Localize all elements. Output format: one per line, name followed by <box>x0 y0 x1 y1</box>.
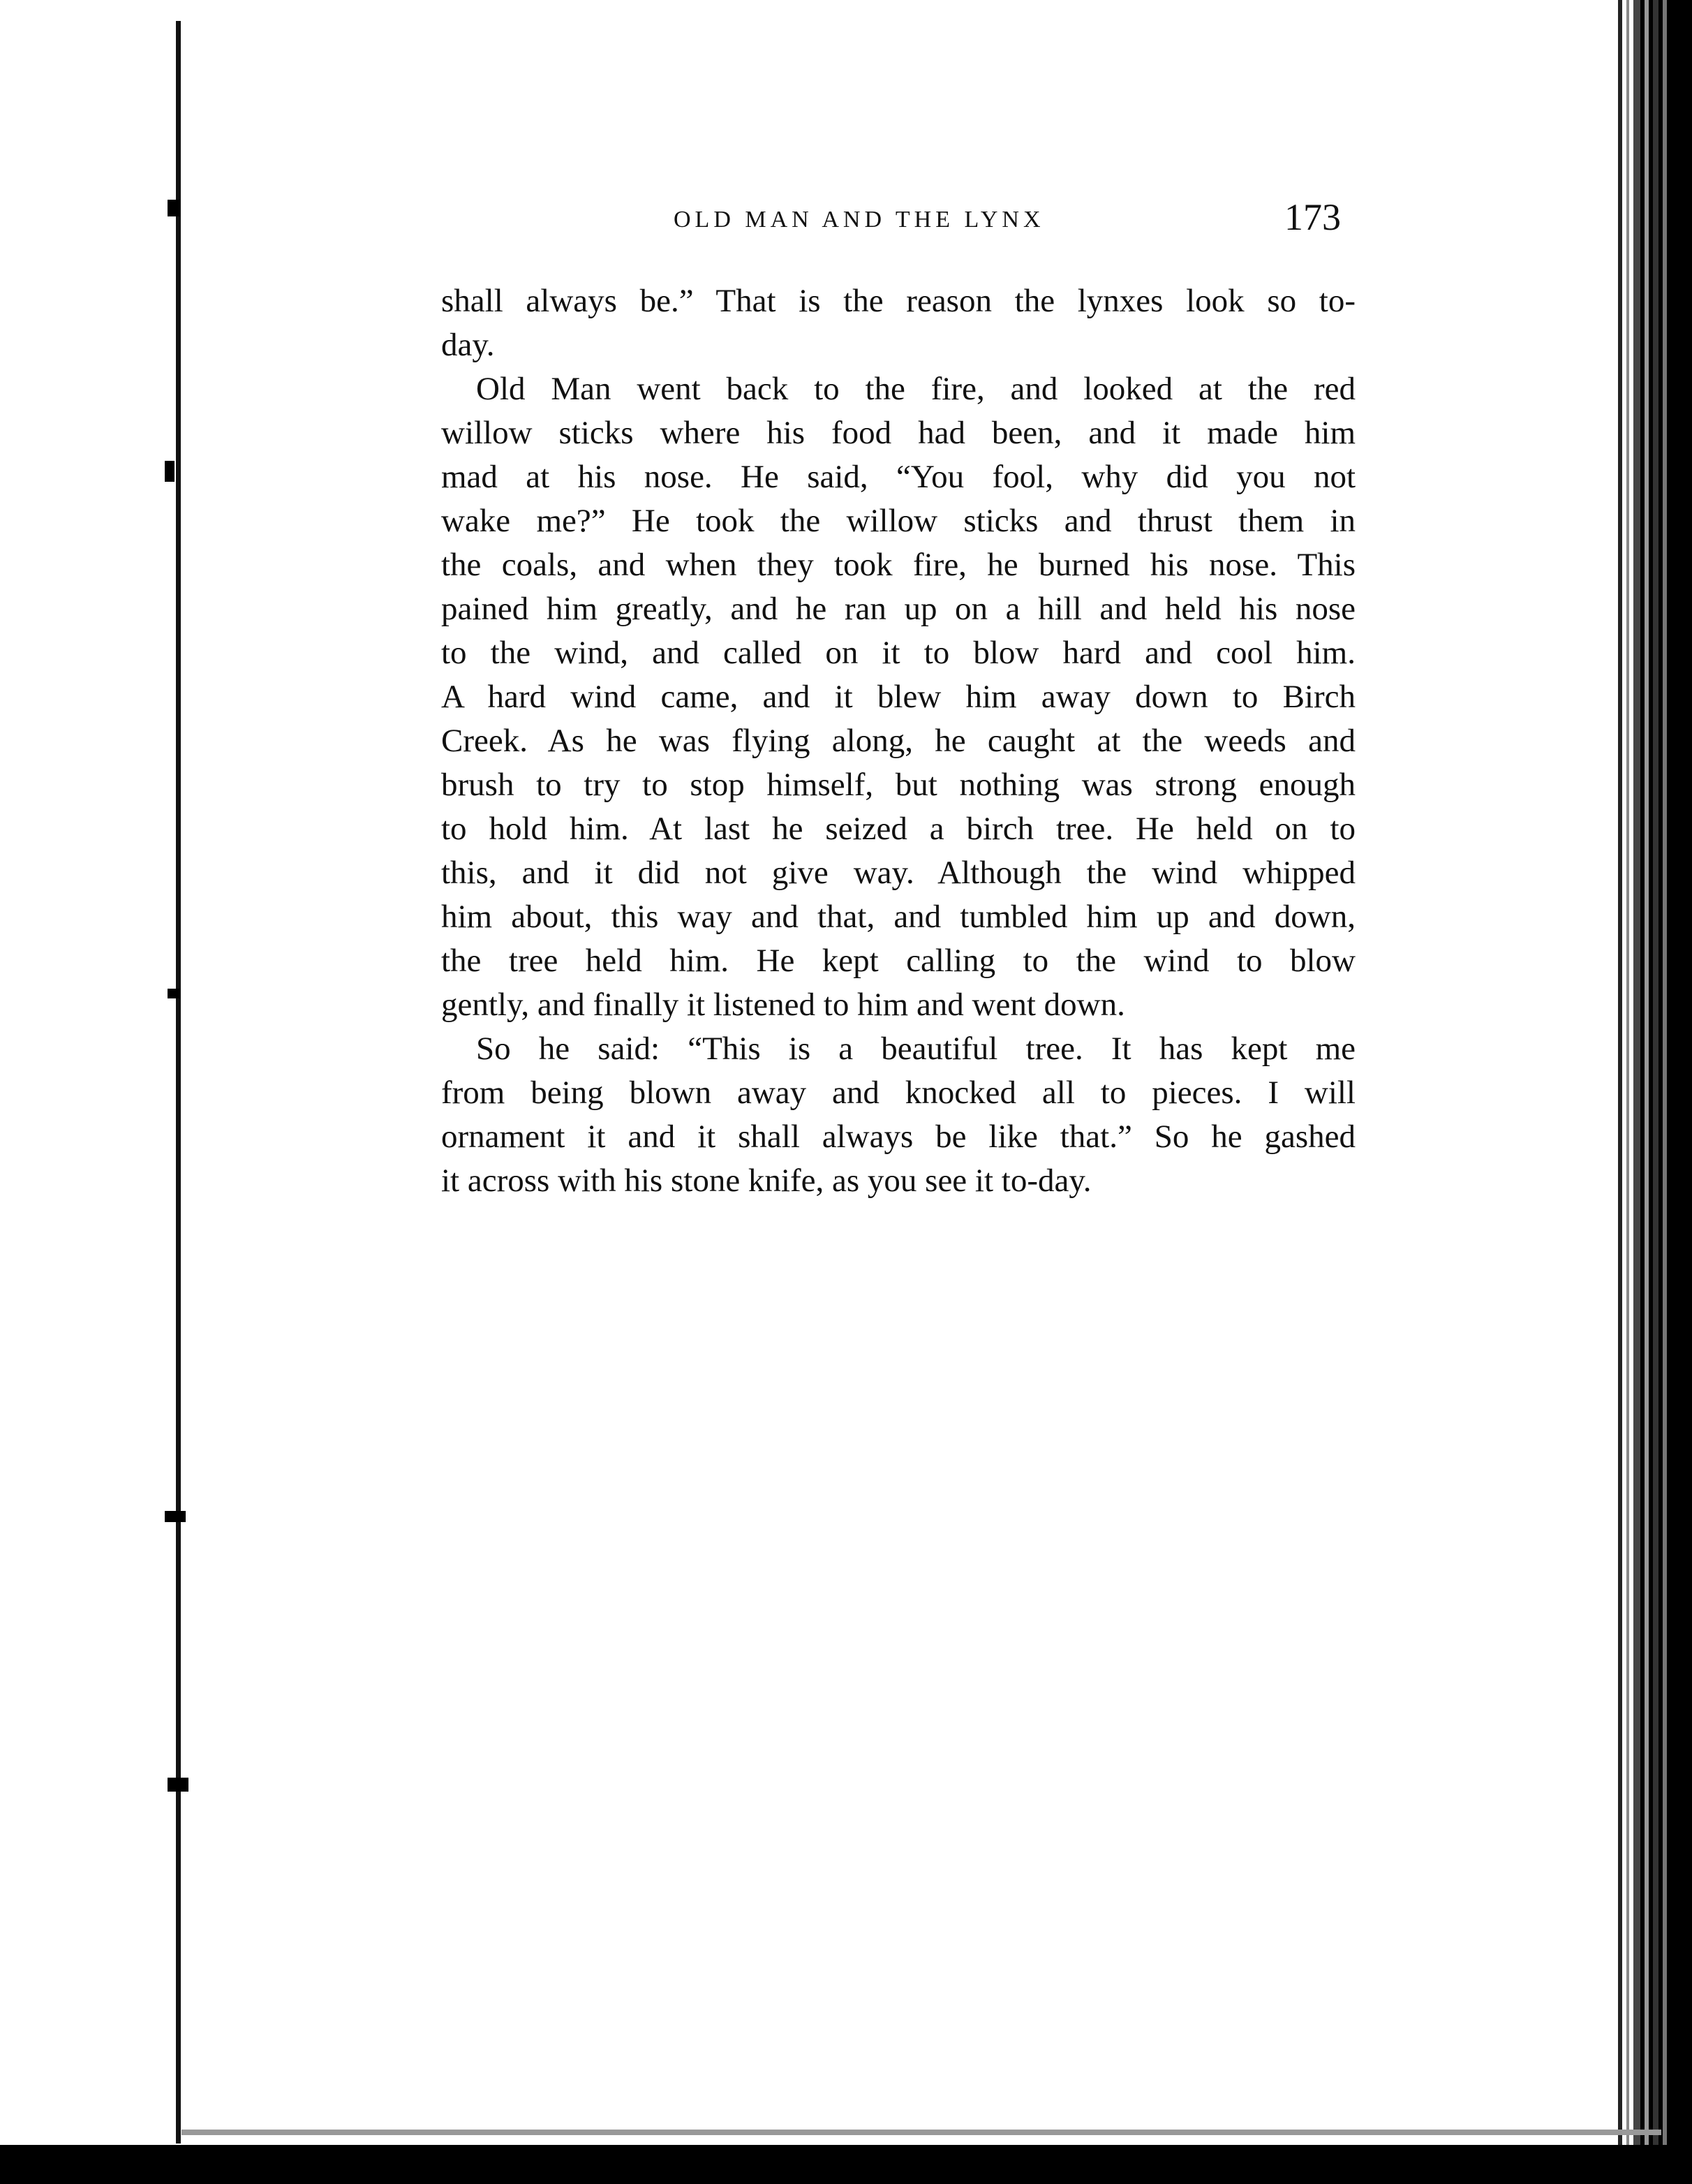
text-line: Creek. As he was flying along, he caught at the weeds and <box>441 723 1356 759</box>
page-edge <box>1626 0 1629 2145</box>
binding-mark <box>168 1778 188 1792</box>
text-line: wake me?” He took the willow sticks and thrust them in <box>441 503 1356 539</box>
binding-mark <box>165 1511 186 1522</box>
text-line: it across with his stone knife, as you see it to-day. <box>441 1163 1092 1199</box>
text-line: to hold him. At last he seized a birch tree. He held on to <box>441 811 1356 847</box>
page-number: 173 <box>1284 196 1341 238</box>
page-edge <box>1671 0 1692 2145</box>
page-bottom-edge <box>181 2130 1661 2135</box>
scan-bottom-border <box>0 2145 1692 2184</box>
text-line: willow sticks where his food had been, and it made him <box>441 415 1356 451</box>
binding-mark <box>168 200 180 216</box>
text-line: from being blown away and knocked all to pieces. I will <box>441 1075 1356 1111</box>
page-edge <box>1633 0 1640 2145</box>
gutter-binding-edge <box>176 21 181 2144</box>
text-line: this, and it did not give way. Although the wind whipped <box>441 855 1356 891</box>
text-line: the tree held him. He kept calling to the wind to blow <box>441 943 1356 979</box>
text-line: pained him greatly, and he ran up on a hill and held his nose <box>441 591 1356 627</box>
binding-mark <box>165 461 175 482</box>
text-line: the coals, and when they took fire, he burned his nose. This <box>441 547 1356 583</box>
page-edge <box>1645 0 1649 2145</box>
binding-mark <box>168 989 180 998</box>
page-edge <box>1663 0 1667 2145</box>
text-line: to the wind, and called on it to blow hard and cool him. <box>441 635 1356 671</box>
text-line: ornament it and it shall always be like that.” So he gashed <box>441 1119 1356 1155</box>
text-line: shall always be.” That is the reason the lynxes look so to- <box>441 283 1356 319</box>
text-line: brush to try to stop himself, but nothing was strong enough <box>441 767 1356 803</box>
text-line: So he said: “This is a beautiful tree. It has kept me <box>476 1031 1356 1067</box>
running-head: OLD MAN AND THE LYNX <box>674 207 1045 233</box>
left-margin <box>0 0 181 2145</box>
text-line: mad at his nose. He said, “You fool, why did you not <box>441 459 1356 495</box>
body-text <box>441 279 1356 1203</box>
text-line: A hard wind came, and it blew him away down to Birch <box>441 679 1356 715</box>
text-line: gently, and finally it listened to him and went down. <box>441 987 1125 1023</box>
text-line: him about, this way and that, and tumbled him up and down, <box>441 899 1356 935</box>
text-line: day. <box>441 327 495 363</box>
text-line: Old Man went back to the fire, and looked at the red <box>476 371 1356 407</box>
page-edge <box>1653 0 1658 2145</box>
page-edge <box>1618 0 1622 2145</box>
